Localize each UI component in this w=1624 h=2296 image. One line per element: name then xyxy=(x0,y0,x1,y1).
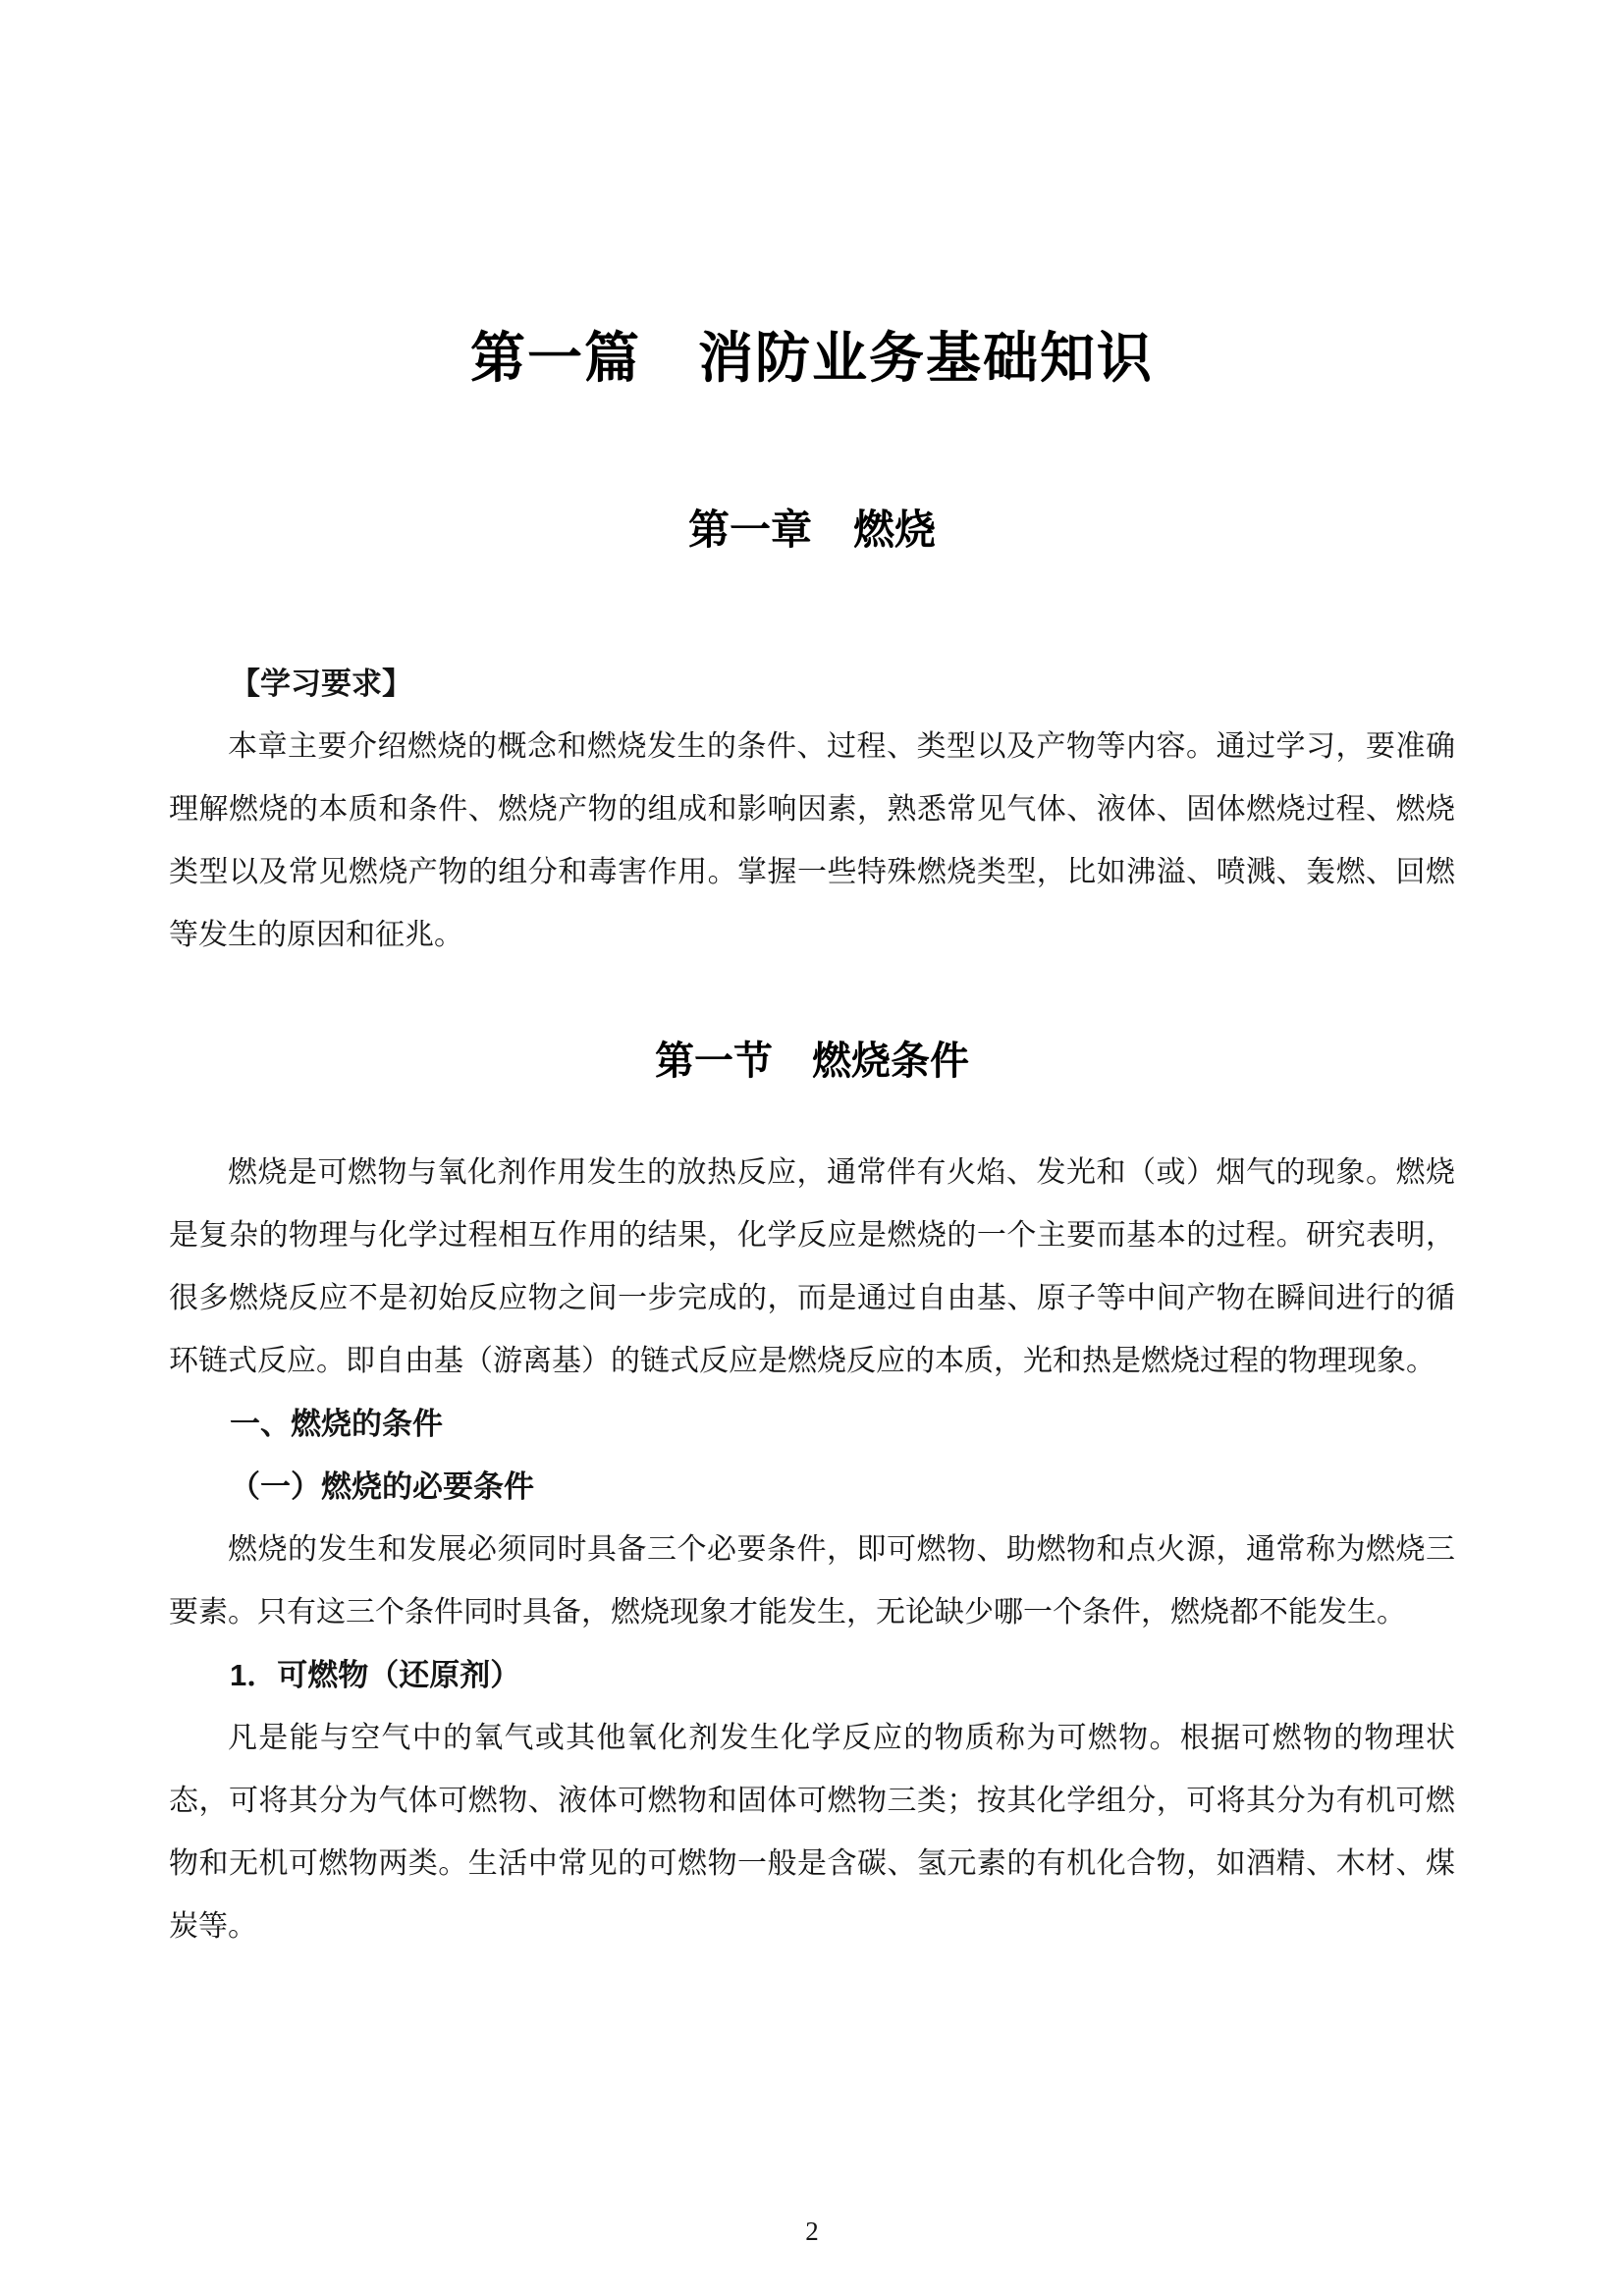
part-title: 第一篇 消防业务基础知识 xyxy=(470,326,1154,389)
heading-necessary-conditions: （一）燃烧的必要条件 xyxy=(230,1468,534,1504)
section-title: 第一节 燃烧条件 xyxy=(655,1039,969,1083)
necessary-conditions-paragraph: 燃烧的发生和发展必须同时具备三个必要条件，即可燃物、助燃物和点火源，通常称为燃烧三要素。只有这三个条件同时具备，燃烧现象才能发生，无论缺少哪一个条件，燃烧都不能发生。 xyxy=(169,1532,1455,1629)
combustible-material-paragraph: 凡是能与空气中的氧气或其他氧化剂发生化学反应的物质称为可燃物。根据可燃物的物理状态，可将其分为气体可燃物、液体可燃物和固体可燃物三类；按其化学组分，可将其分为有机可燃物和无机可燃物两类。生活中常见的可燃物一般是含碳、氢元素的有机化合物，如酒精、木材、煤炭等。 xyxy=(169,1721,1455,1943)
heading-combustible-material: 1．可燃物（还原剂） xyxy=(230,1657,521,1692)
study-requirements-paragraph: 本章主要介绍燃烧的概念和燃烧发生的条件、过程、类型以及产物等内容。通过学习，要准确理解燃烧的本质和条件、燃烧产物的组成和影响因素，熟悉常见气体、液体、固体燃烧过程、燃烧类型以及常见燃烧产物的组分和毒害作用。掌握一些特殊燃烧类型，比如沸溢、喷溅、轰燃、回燃等发生的原因和征兆。 xyxy=(169,729,1455,951)
section-intro-paragraph: 燃烧是可燃物与氧化剂作用发生的放热反应，通常伴有火焰、发光和（或）烟气的现象。燃烧是复杂的物理与化学过程相互作用的结果，化学反应是燃烧的一个主要而基本的过程。研究表明，很多燃烧反应不是初始反应物之间一步完成的，而是通过自由基、原子等中间产物在瞬间进行的循环链式反应。即自由基（游离基）的链式反应是燃烧反应的本质，光和热是燃烧过程的物理现象。 xyxy=(169,1155,1455,1377)
page-number: 2 xyxy=(805,2216,819,2246)
chapter-title: 第一章 燃烧 xyxy=(687,506,936,553)
heading-combustion-conditions: 一、燃烧的条件 xyxy=(230,1406,443,1441)
study-requirements-heading: 【学习要求】 xyxy=(230,666,412,701)
